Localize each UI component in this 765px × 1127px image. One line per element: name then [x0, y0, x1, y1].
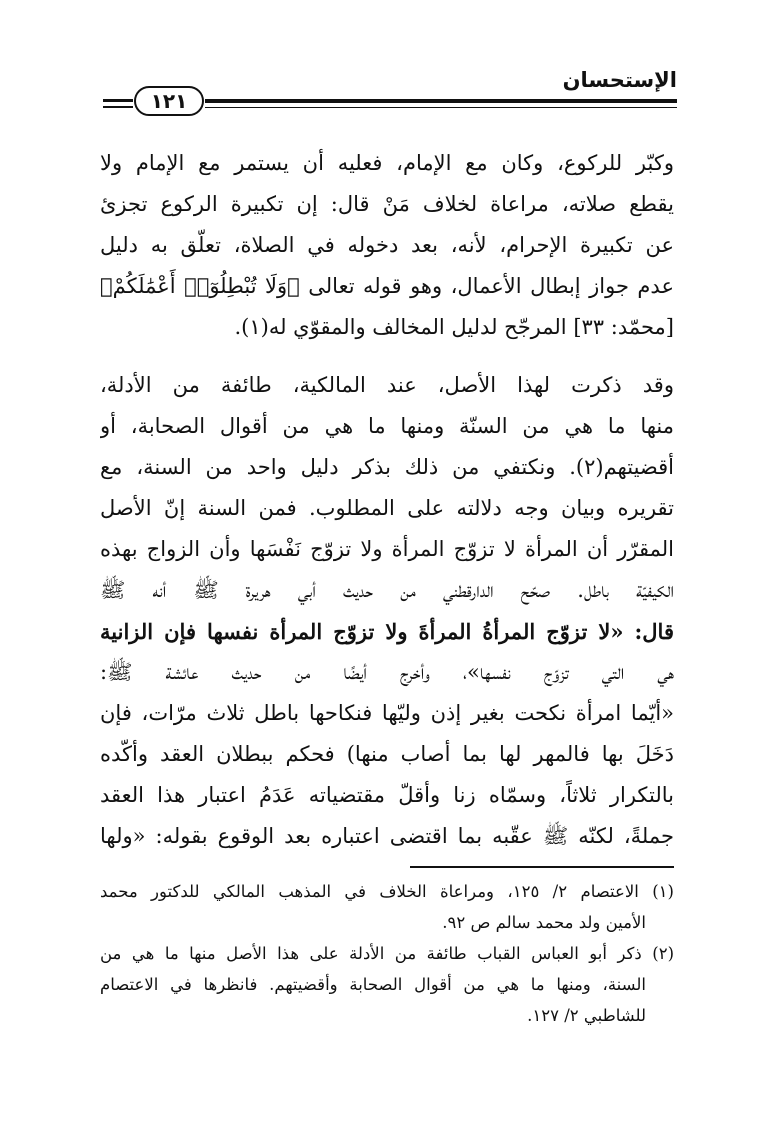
body-line: دَخَلَ بها فالمهر لها بما أصاب منها) فحكم ببطلان العقد وأكّده [100, 742, 674, 766]
page-number: ١٢١ [134, 86, 204, 116]
footnote-separator [410, 866, 674, 868]
footnote-line: (١) الاعتصام ٢/ ١٢٥، ومراعاة الخلاف في المذهب المالكي للدكتور محمد [100, 882, 674, 901]
body-line: الكيفيّة باطل. صحّح الدارقطني من حديث أبي هريرة ﷺ أنه ﷺ [100, 578, 674, 602]
header-rule-thick [205, 99, 677, 103]
body-line: [محمّد: ٣٣] المرجّح لدليل المخالف والمقوّي له(١). [234, 315, 674, 339]
body-line: عدم جواز إبطال الأعمال، وهو قوله تعالى ﴿وَلَا تُبْطِلُوٓا۟ أَعْمَٰلَكُمْ﴾ [100, 274, 674, 298]
footnotes [100, 876, 674, 1031]
body-line: عن تكبيرة الإحرام، لأنه، بعد دخوله في الصلاة، تعلّق به دليل [100, 233, 674, 257]
body-line: «أيّما امرأة نكحت بغير إذن وليّها فنكاحها باطل ثلاث مرّات، فإن [100, 701, 674, 725]
footnote-line: الأمين ولد محمد سالم ص ٩٢. [442, 913, 646, 932]
footnote-line: للشاطبي ٢/ ١٢٧. [527, 1006, 646, 1025]
header-rule-left-bottom [103, 106, 133, 108]
running-header-title: الإستحسان [562, 68, 677, 92]
body-line: تقريره وبيان وجه دلالته على المطلوب. فمن السنة إنّ الأصل [100, 496, 674, 520]
body-line: وكبّر للركوع، وكان مع الإمام، فعليه أن يستمر مع الإمام ولا [100, 151, 674, 175]
body-line: يقطع صلاته، مراعاة لخلاف مَنْ قال: إن تكبيرة الركوع تجزئ [100, 192, 674, 216]
header-rule-thin [205, 107, 677, 108]
body-line: بالتكرار ثلاثاً، وسمّاه زنا وأقلّ مقتضياته عَدَمُ اعتبار هذا العقد [100, 783, 674, 807]
header-rule-left-top [103, 99, 133, 102]
body-line-hadith: هي التي تزوّج نفسها»، وأخرج أيضًا من حديث عائشة ﷺ: [100, 660, 674, 684]
body-line: منها ما هي من السنّة ومنها ما هي من أقوال الصحابة، أو [100, 414, 674, 438]
body-line: وقد ذكرت لهذا الأصل، عند المالكية، طائفة من الأدلة، [100, 373, 674, 397]
footnote-line: السنة، ومنها ما هي من أقوال الصحابة وأقضيتهم. فانظرها في الاعتصام [100, 975, 646, 994]
body-line: المقرّر أن المرأة لا تزوّج المرأة ولا تزوّج نَفْسَها وأن الزواج بهذه [100, 537, 674, 561]
body-line: أقضيتهم(٢). ونكتفي من ذلك بذكر دليل واحد من السنة، مع [100, 455, 674, 479]
body-line: جملةً، لكنّه ﷺ عقّبه بما اقتضى اعتباره بعد الوقوع بقوله: «ولها [100, 824, 674, 848]
paragraph-gap [100, 348, 674, 365]
main-text [100, 143, 674, 857]
footnote-line: (٢) ذكر أبو العباس القباب طائفة من الأدلة على هذا الأصل منها ما هي من [100, 944, 674, 963]
body-line-hadith: قال: «لا تزوّج المرأةُ المرأةَ ولا تزوّج المرأة نفسها فإن الزانية [100, 619, 674, 644]
